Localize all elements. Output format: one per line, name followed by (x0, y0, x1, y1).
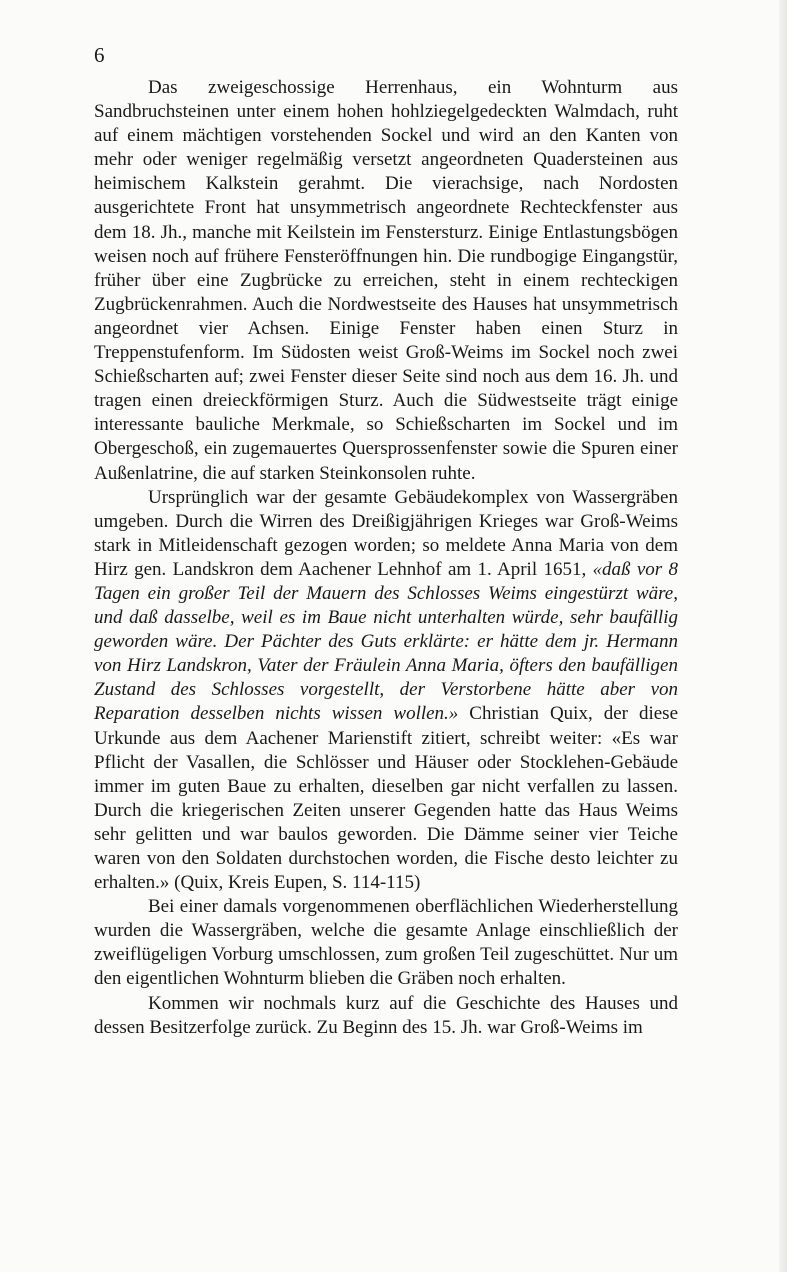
paragraph-ownership (94, 992, 678, 1040)
paragraph-text: Bei einer damals vorgenommenen oberflächlichen Wiederherstellung wurden die Wassergräben, welche die gesamte Anlage einschließlich der zweiflügeligen Vorburg umschlossen, zum großen Teil zugeschüttet. Nur um den eigentlichen Wohnturm blieben die Gräben noch erhalten. (94, 896, 678, 990)
body-text (94, 76, 678, 1040)
paragraph-text: Christian Quix, der diese Urkunde aus dem Aachener Marienstift zitiert, schreibt weiter: «Es war Pflicht der Vasallen, die Schlösser und Häuser oder Stocklehen-Gebäude immer im guten Baue zu erhalten, dieselben gar nicht verfallen zu lassen. Durch die kriegerischen Zeiten unserer Gegenden hatte das Haus Weims sehr gelitten und war baulos geworden. Die Dämme seiner vier Teiche waren von den Soldaten durchstochen worden, die Fische desto leichter zu erhalten.» (Quix, Kreis Eupen, S. 114-115) (94, 703, 679, 894)
page-edge-shadow (779, 0, 787, 1272)
italic-quotation: «daß vor 8 Tagen ein großer Teil der Mauern des Schlosses Weims eingestürzt wäre, und daß dasselbe, weil es im Baue nicht unterhalten würde, sehr baufällig geworden wäre. Der Pächter des Guts erklärte: er hätte dem jr. Hermann von Hirz Landskron, Vater der Fräulein Anna Maria, öfters den baufälligen Zustand des Schlosses vorgestellt, der Verstorbene hätte aber von Reparation desselben nichts wissen wollen.» (94, 558, 678, 725)
paragraph-text: Das zweigeschossige Herrenhaus, ein Wohnturm aus Sandbruchsteinen unter einem hohen hohlziegelgedeckten Walmdach, ruht auf einem mächtigen vorstehenden Sockel und wird an den Kanten von mehr oder weniger regelmäßig versetzt angeordneten Quadersteinen aus heimischem Kalkstein gerahmt. Die vierachsige, nach Nordosten ausgerichtete Front hat unsymmetrisch angeordnete Rechteckfenster aus dem 18. Jh., manche mit Keilstein im Fenstersturz. Einige Entlastungsbögen weisen noch auf frühere Fensteröffnungen hin. Die rundbogige Eingangstür, früher über eine Zugbrücke zu erreichen, steht in einem rechteckigen Zugbrückenrahmen. Auch die Nordwestseite des Hauses hat unsymmetrisch angeordnet vier Achsen. Einige Fenster haben einen Sturz in Treppenstufenform. Im Südosten weist Groß-Weims im Sockel noch zwei Schießscharten auf; zwei Fenster dieser Seite sind noch aus dem 16. Jh. und tragen einen dreieckförmigen Sturz. Auch die Südwestseite trägt einige interessante bauliche Merkmale, so Schießscharten im Sockel und im Obergeschoß, ein zugemauertes Quersprossenfenster sowie die Spuren einer Außenlatrine, die auf starken Steinkonsolen ruhte. (94, 77, 678, 484)
paragraph-restoration (94, 895, 678, 991)
paragraph-text: Ursprünglich war der gesamte Gebäudekomplex von Wassergräben umgeben. Durch die Wirren des Dreißigjährigen Krieges war Groß-Weims stark in Mitleidenschaft gezogen worden; so meldete Anna Maria von dem Hirz gen. Landskron dem Aachener Lehnhof am 1. April 1651, (94, 486, 678, 580)
paragraph-history (94, 486, 678, 896)
paragraph-architecture (94, 76, 678, 486)
paragraph-text: Kommen wir nochmals kurz auf die Geschichte des Hauses und dessen Besitzerfolge zurück. Zu Beginn des 15. Jh. war Groß-Weims im (94, 992, 678, 1038)
page-number: 6 (94, 43, 105, 67)
